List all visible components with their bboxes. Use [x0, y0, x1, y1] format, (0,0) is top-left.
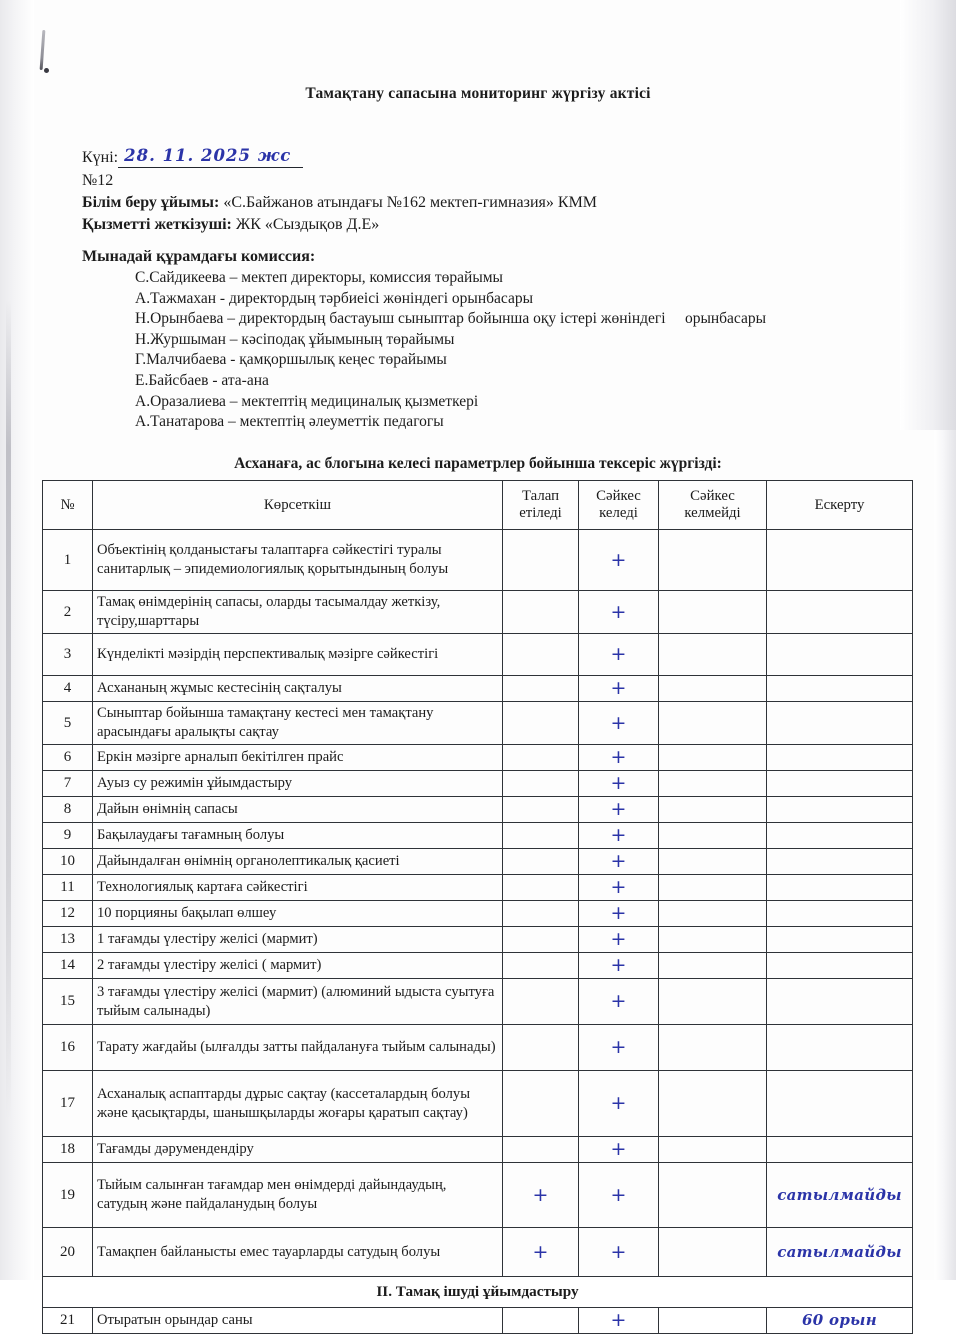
row-not-conforms-mark [659, 745, 767, 771]
commission-member-list [135, 268, 766, 433]
row-note [767, 901, 913, 927]
table-row [43, 823, 913, 849]
row-conforms-mark: + [579, 927, 659, 953]
row-no: 4 [43, 676, 93, 702]
row-conforms-mark: + [579, 1025, 659, 1071]
row-no: 18 [43, 1137, 93, 1163]
page-title: Тамақтану сапасына мониторинг жүргізу актісі [305, 85, 651, 102]
row-required-mark [503, 591, 579, 634]
commission-member: А.Оразалиева – мектептің медициналық қызметкері [135, 392, 479, 410]
row-conforms-mark: + [579, 1137, 659, 1163]
row-required-mark [503, 1025, 579, 1071]
column-header-note: Ескерту [767, 481, 913, 530]
commission-member: А.Танатарова – мектептің әлеуметтік педагогы [135, 413, 444, 431]
row-no: 17 [43, 1071, 93, 1137]
row-note [767, 745, 913, 771]
row-not-conforms-mark [659, 702, 767, 745]
table-row [43, 927, 913, 953]
row-indicator: Еркін мәзірге арналып бекітілген прайс [93, 745, 503, 771]
inspection-table [42, 480, 913, 1334]
commission-member: С.Сайдикеева – мектеп директоры, комиссия төрайымы [135, 269, 503, 286]
row-required-mark [503, 979, 579, 1025]
row-conforms-mark: + [579, 591, 659, 634]
table-row [43, 676, 913, 702]
table-row [43, 953, 913, 979]
row-conforms-mark: + [579, 1308, 659, 1334]
row-not-conforms-mark [659, 634, 767, 676]
row-required-mark [503, 1308, 579, 1334]
row-note [767, 927, 913, 953]
row-indicator: Тарату жағдайы (ылғалды затты пайдалануға тыйым салынады) [93, 1025, 503, 1071]
table-body [43, 530, 913, 1334]
table-row [43, 1025, 913, 1071]
row-note [767, 979, 913, 1025]
row-note [767, 771, 913, 797]
row-no: 15 [43, 979, 93, 1025]
row-no: 2 [43, 591, 93, 634]
row-conforms-mark: + [579, 1163, 659, 1228]
row-required-mark: + [503, 1163, 579, 1228]
table-row [43, 634, 913, 676]
row-note [767, 591, 913, 634]
row-indicator: Сыныптар бойынша тамақтану кестесі мен тамақтану арасындағы аралықты сақтау [93, 702, 503, 745]
row-conforms-mark: + [579, 771, 659, 797]
row-note [767, 849, 913, 875]
row-note [767, 797, 913, 823]
row-note [767, 875, 913, 901]
row-required-mark [503, 797, 579, 823]
row-required-mark: + [503, 1228, 579, 1277]
row-indicator: Технологиялық картаға сәйкестігі [93, 875, 503, 901]
row-not-conforms-mark [659, 797, 767, 823]
row-conforms-mark: + [579, 634, 659, 676]
organization-label: Білім беру ұйымы: [82, 194, 220, 211]
row-not-conforms-mark [659, 849, 767, 875]
commission-member: Н.Орынбаева – директордың бастауыш сыныптар бойынша оқу істері жөніндегі орынбасары [135, 310, 767, 328]
row-no: 8 [43, 797, 93, 823]
row-not-conforms-mark [659, 771, 767, 797]
row-indicator: Тағамды дәрумендендіру [93, 1137, 503, 1163]
supplier-line [82, 214, 379, 235]
row-indicator: Асханалық аспаптарды дұрыс сақтау (кассеталардың болуы және қасықтарды, шанышқыларды жоғары қаратып сақтау) [93, 1071, 503, 1137]
table-row [43, 1137, 913, 1163]
row-conforms-mark: + [579, 953, 659, 979]
staple-mark-icon [40, 30, 46, 70]
row-required-mark [503, 849, 579, 875]
date-value: 28. 11. 2025 жс [118, 145, 303, 168]
organization-line [82, 192, 597, 213]
row-indicator: 10 порцияны бақылап өлшеу [93, 901, 503, 927]
table-row [43, 591, 913, 634]
row-note: сатылмайды [767, 1163, 913, 1228]
row-no: 11 [43, 875, 93, 901]
table-row [43, 771, 913, 797]
row-note: 60 орын [767, 1308, 913, 1334]
row-conforms-mark: + [579, 702, 659, 745]
row-required-mark [503, 1071, 579, 1137]
row-no: 5 [43, 702, 93, 745]
inspection-section-heading: Асханаға, ас блогына келесі параметрлер бойынша тексеріс жүргізді: [234, 455, 722, 472]
row-conforms-mark: + [579, 1071, 659, 1137]
column-header-required: Талап етіледі [503, 481, 579, 530]
row-not-conforms-mark [659, 1163, 767, 1228]
scan-streak-left [6, 300, 11, 1120]
row-no: 7 [43, 771, 93, 797]
row-note [767, 634, 913, 676]
row-no: 10 [43, 849, 93, 875]
row-required-mark [503, 745, 579, 771]
row-not-conforms-mark [659, 676, 767, 702]
row-indicator: 3 тағамды үлестіру желісі (мармит) (алюминий ыдыста суытуға тыйым салынады) [93, 979, 503, 1025]
column-header-conforms: Сәйкес келеді [579, 481, 659, 530]
row-indicator: Бақылаудағы тағамның болуы [93, 823, 503, 849]
scan-shadow-right-top [900, 0, 956, 430]
scan-shadow-left [0, 0, 34, 1280]
row-not-conforms-mark [659, 979, 767, 1025]
column-header-no: № [43, 481, 93, 530]
row-indicator: Тамақпен байланысты емес тауарларды сатудың болуы [93, 1228, 503, 1277]
row-conforms-mark: + [579, 797, 659, 823]
row-indicator: Тыйым салынған тағамдар мен өнімдерді дайындаудың, сатудың және пайдаланудың болуы [93, 1163, 503, 1228]
table-row [43, 1071, 913, 1137]
row-conforms-mark: + [579, 823, 659, 849]
column-header-indicator: Көрсеткіш [93, 481, 503, 530]
row-conforms-mark: + [579, 1228, 659, 1277]
table-header [43, 481, 913, 530]
row-conforms-mark: + [579, 745, 659, 771]
table-row [43, 979, 913, 1025]
supplier-label: Қызметті жеткізуші: [82, 216, 232, 233]
act-number: №12 [82, 172, 114, 189]
row-no: 1 [43, 530, 93, 591]
row-not-conforms-mark [659, 591, 767, 634]
row-not-conforms-mark [659, 1137, 767, 1163]
row-required-mark [503, 901, 579, 927]
row-required-mark [503, 1137, 579, 1163]
row-required-mark [503, 927, 579, 953]
table-row [43, 901, 913, 927]
supplier-value: ЖК «Сыздықов Д.Е» [235, 216, 380, 233]
row-note [767, 676, 913, 702]
row-no: 19 [43, 1163, 93, 1228]
row-no: 21 [43, 1308, 93, 1334]
row-required-mark [503, 530, 579, 591]
row-indicator: Дайын өнімнің сапасы [93, 797, 503, 823]
commission-member: Е.Байсбаев - ата-ана [135, 371, 269, 389]
row-no: 14 [43, 953, 93, 979]
row-not-conforms-mark [659, 953, 767, 979]
row-indicator: Күнделікті мәзірдің перспективалық мәзірге сәйкестігі [93, 634, 503, 676]
row-note [767, 530, 913, 591]
row-no: 6 [43, 745, 93, 771]
row-not-conforms-mark [659, 1228, 767, 1277]
table-subsection-row [43, 1277, 913, 1308]
table-row [43, 1228, 913, 1277]
table-row [43, 797, 913, 823]
date-line [82, 146, 303, 169]
row-required-mark [503, 702, 579, 745]
row-not-conforms-mark [659, 823, 767, 849]
row-no: 16 [43, 1025, 93, 1071]
commission-heading: Мынадай құрамдағы комиссия: [82, 248, 316, 265]
row-conforms-mark: + [579, 676, 659, 702]
subsection-title: II. Тамақ ішуді ұйымдастыру [43, 1277, 913, 1308]
table-row [43, 875, 913, 901]
row-note [767, 1137, 913, 1163]
row-required-mark [503, 953, 579, 979]
row-not-conforms-mark [659, 927, 767, 953]
row-not-conforms-mark [659, 1071, 767, 1137]
row-required-mark [503, 771, 579, 797]
row-note [767, 702, 913, 745]
row-required-mark [503, 634, 579, 676]
row-conforms-mark: + [579, 901, 659, 927]
row-indicator: Асхананың жұмыс кестесінің сақталуы [93, 676, 503, 702]
row-not-conforms-mark [659, 875, 767, 901]
commission-member: Г.Малчибаева - қамқоршылық кеңес төрайымы [135, 351, 447, 369]
row-indicator: Тамақ өнімдерінің сапасы, оларды тасымалдау жеткізу, түсіру,шарттары [93, 591, 503, 634]
table-row [43, 849, 913, 875]
organization-value: «С.Байжанов атындағы №162 мектеп-гимназия» КММ [223, 194, 598, 211]
row-not-conforms-mark [659, 530, 767, 591]
table-header-row [43, 481, 913, 530]
row-required-mark [503, 875, 579, 901]
row-indicator: Отыратын орындар саны [93, 1308, 503, 1334]
row-not-conforms-mark [659, 901, 767, 927]
row-not-conforms-mark [659, 1308, 767, 1334]
date-label: Күні: [82, 149, 119, 166]
table-row [43, 702, 913, 745]
row-no: 20 [43, 1228, 93, 1277]
row-indicator: 2 тағамды үлестіру желісі ( мармит) [93, 953, 503, 979]
row-indicator: Ауыз су режимін ұйымдастыру [93, 771, 503, 797]
row-conforms-mark: + [579, 979, 659, 1025]
table-row [43, 745, 913, 771]
row-note [767, 1071, 913, 1137]
row-note [767, 953, 913, 979]
row-required-mark [503, 676, 579, 702]
row-no: 3 [43, 634, 93, 676]
column-header-not-conforms: Сәйкес келмейді [659, 481, 767, 530]
row-conforms-mark: + [579, 849, 659, 875]
commission-member: Н.Журшыман – кәсіподақ ұйымының төрайымы [135, 330, 455, 348]
row-note [767, 823, 913, 849]
row-no: 9 [43, 823, 93, 849]
row-no: 13 [43, 927, 93, 953]
row-required-mark [503, 823, 579, 849]
table-row [43, 1163, 913, 1228]
row-no: 12 [43, 901, 93, 927]
scan-shadow-right-edge [934, 0, 956, 1280]
row-indicator: Объектінің қолданыстағы талаптарға сәйкестігі туралы санитарлық – эпидемиологиялық қорытындының болуы [93, 530, 503, 591]
table-row [43, 1308, 913, 1334]
commission-member: А.Тажмахан - директордың тәрбиеісі жөніндегі орынбасары [135, 289, 534, 307]
staple-dot-icon [44, 68, 49, 73]
row-not-conforms-mark [659, 1025, 767, 1071]
row-indicator: Дайындалған өнімнің органолептикалық қасиеті [93, 849, 503, 875]
row-conforms-mark: + [579, 875, 659, 901]
row-conforms-mark: + [579, 530, 659, 591]
table-row [43, 530, 913, 591]
row-note [767, 1025, 913, 1071]
row-indicator: 1 тағамды үлестіру желісі (мармит) [93, 927, 503, 953]
row-note: сатылмайды [767, 1228, 913, 1277]
